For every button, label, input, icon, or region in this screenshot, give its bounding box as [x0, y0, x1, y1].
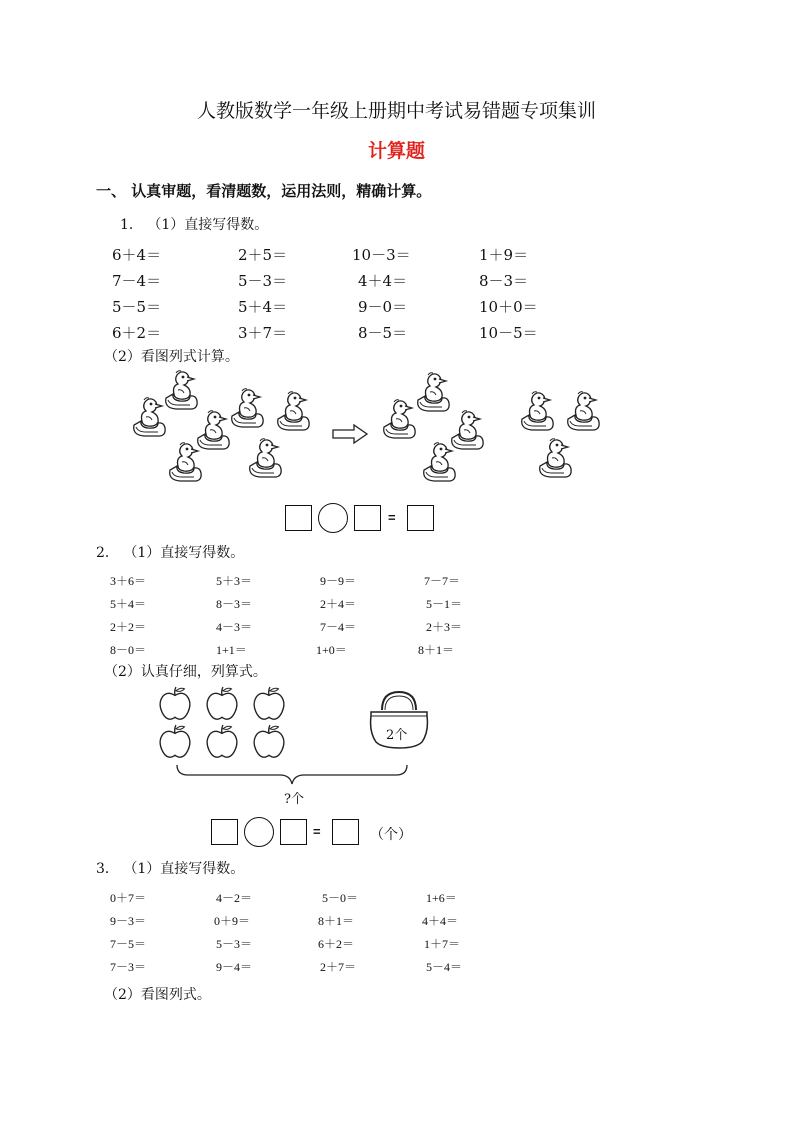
q3-eq: 2＋7＝ [320, 960, 357, 974]
q2-eq: 2＋4＝ [320, 597, 357, 611]
q1-eq: 6＋2＝ [112, 324, 162, 342]
q3-eq: 9－3＝ [110, 914, 147, 928]
q2-eq: 2＋2＝ [110, 620, 147, 634]
answer-box[interactable] [285, 505, 312, 531]
q2-eq: 1+1＝ [216, 643, 247, 657]
q1-eq: 8－3＝ [479, 272, 529, 290]
answer-box[interactable] [280, 819, 307, 845]
duckling-icon [272, 389, 312, 433]
q3-eq: 5－3＝ [216, 937, 253, 951]
q2-eq: 9－9＝ [320, 574, 357, 588]
q2-eq: 1+0＝ [316, 643, 347, 657]
q2-eq: 8－3＝ [216, 597, 253, 611]
equals-sign: = [313, 824, 321, 839]
q1-eq: 8－5＝ [358, 324, 408, 342]
q1-eq: 1＋9＝ [479, 246, 529, 264]
q1-eq: 6＋4＝ [112, 246, 162, 264]
q1-part2-label: （2）看图列式计算。 [104, 349, 239, 365]
q3-label: 3． （1）直接写得数。 [96, 861, 245, 877]
duckling-icon [562, 389, 602, 433]
q1-eq: 10－3＝ [352, 246, 411, 264]
q2-eq: 5＋4＝ [110, 597, 147, 611]
unit-label: （个） [370, 827, 412, 843]
answer-box[interactable] [211, 819, 238, 845]
duckling-icon [164, 440, 204, 484]
right-arrow-icon [332, 424, 368, 444]
answer-box[interactable] [354, 505, 381, 531]
q3-eq: 7－3＝ [110, 960, 147, 974]
q1-eq: 9－0＝ [358, 298, 408, 316]
q1-eq: 5＋4＝ [238, 298, 288, 316]
apple-icon [252, 724, 286, 760]
q3-eq: 9－4＝ [216, 960, 253, 974]
q3-eq: 4－2＝ [216, 891, 253, 905]
q3-eq: 0＋9＝ [214, 914, 251, 928]
q1-eq: 5－3＝ [238, 272, 288, 290]
page-subtitle: 计算题 [367, 140, 425, 162]
q1-eq: 4＋4＝ [358, 272, 408, 290]
q2-eq: 7－4＝ [320, 620, 357, 634]
duckling-icon [128, 395, 168, 439]
apple-icon [158, 724, 192, 760]
q3-eq: 7－5＝ [110, 937, 147, 951]
equals-sign: = [388, 510, 396, 525]
brace-label: ?个 [284, 792, 304, 807]
q1-eq: 10＋0＝ [479, 298, 538, 316]
operator-circle[interactable] [244, 817, 274, 847]
duckling-icon [534, 436, 574, 480]
section-heading: 一、 认真审题，看清题数，运用法则，精确计算。 [96, 182, 432, 200]
q2-label: 2． （1）直接写得数。 [96, 545, 245, 561]
duckling-icon [418, 440, 458, 484]
operator-circle[interactable] [318, 503, 348, 533]
apple-icon [205, 724, 239, 760]
q3-eq: 0＋7＝ [110, 891, 147, 905]
answer-box[interactable] [407, 505, 434, 531]
q3-part2-label: （2）看图列式。 [104, 987, 211, 1003]
page-title: 人教版数学一年级上册期中考试易错题专项集训 [196, 100, 596, 122]
q2-eq: 3＋6＝ [110, 574, 147, 588]
q2-eq: 8＋1＝ [418, 643, 455, 657]
q1-eq: 2＋5＝ [238, 246, 288, 264]
apple-icon [158, 686, 192, 722]
q1-eq: 5－5＝ [112, 298, 162, 316]
duckling-icon [516, 389, 556, 433]
q2-eq: 7－7＝ [424, 574, 461, 588]
q1-eq: 3＋7＝ [238, 324, 288, 342]
q1-eq: 7－4＝ [112, 272, 162, 290]
curly-brace-icon [176, 764, 408, 786]
q2-eq: 4－3＝ [216, 620, 253, 634]
q1-label: 1． （1）直接写得数。 [120, 217, 269, 233]
answer-box[interactable] [332, 819, 359, 845]
q3-eq: 1＋7＝ [424, 937, 461, 951]
q2-eq: 5＋3＝ [216, 574, 253, 588]
q2-eq: 2＋3＝ [426, 620, 463, 634]
q1-eq: 10－5＝ [479, 324, 538, 342]
basket-label: 2个 [386, 728, 408, 743]
duckling-icon [226, 386, 266, 430]
q3-eq: 6＋2＝ [318, 937, 355, 951]
q2-part2-label: （2）认真仔细，列算式。 [104, 664, 267, 680]
q2-eq: 8－0＝ [110, 643, 147, 657]
apple-icon [205, 686, 239, 722]
q3-eq: 5－0＝ [322, 891, 359, 905]
q3-eq: 8＋1＝ [318, 914, 355, 928]
apple-icon [252, 686, 286, 722]
q2-eq: 5－1＝ [426, 597, 463, 611]
duckling-icon [244, 436, 284, 480]
q3-eq: 5－4＝ [426, 960, 463, 974]
q3-eq: 4＋4＝ [422, 914, 459, 928]
duckling-icon [378, 397, 418, 441]
q3-eq: 1+6＝ [426, 891, 457, 905]
